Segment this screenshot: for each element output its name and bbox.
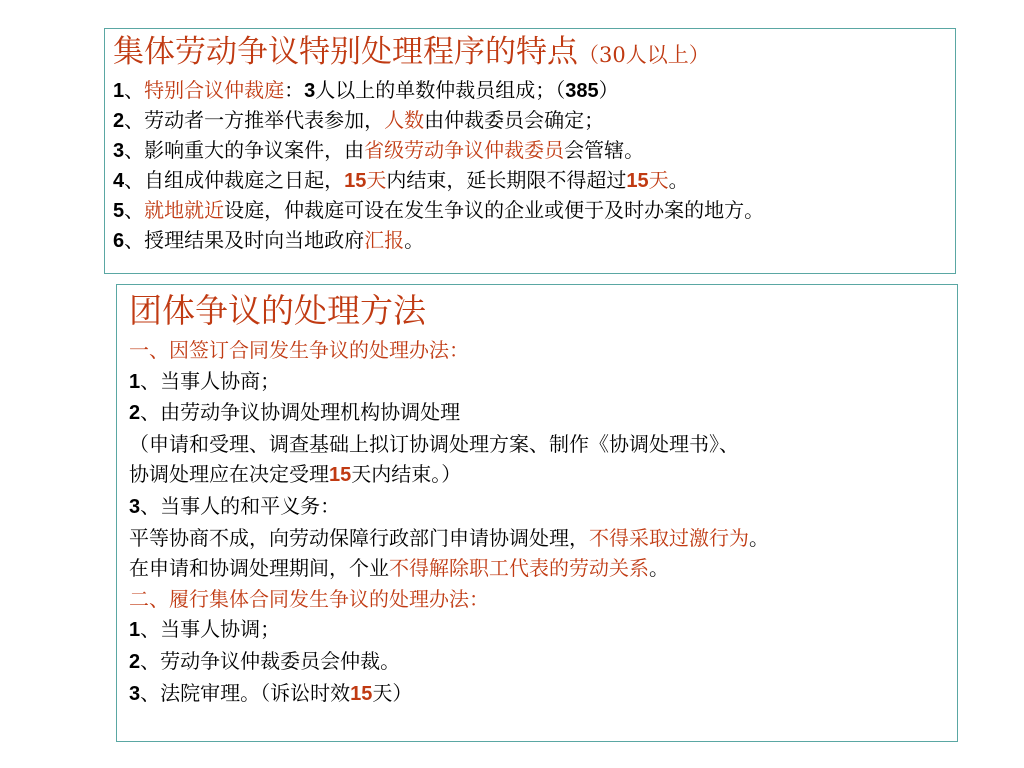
paragraph-line bbox=[129, 459, 945, 491]
item-text: 、由劳动争议协调处理机构协调处理 bbox=[140, 400, 461, 425]
list-item bbox=[113, 76, 947, 106]
highlight-text: 不得采取过激行为 bbox=[589, 525, 749, 550]
list-item bbox=[113, 196, 947, 226]
item-number: 3 bbox=[113, 140, 125, 162]
section-title: 团体争议的处理方法 bbox=[129, 291, 426, 330]
item-number: 3 bbox=[129, 495, 141, 518]
highlight-text: 天 bbox=[648, 168, 669, 192]
item-text: 、自组成仲裁庭之日起， bbox=[124, 168, 345, 192]
list-item bbox=[129, 678, 945, 710]
item-text: 在申请和协调处理期间，个业 bbox=[129, 556, 389, 581]
item-number: 1 bbox=[129, 370, 141, 393]
highlight-text: 省级劳动争议仲裁委员 bbox=[364, 138, 565, 162]
item-text: 。 bbox=[749, 525, 769, 550]
item-number: 5 bbox=[113, 200, 125, 222]
item-text: 、当事人协商； bbox=[140, 368, 281, 393]
item-text: 、当事人的和平义务： bbox=[140, 493, 341, 518]
item-text: 、当事人协调； bbox=[140, 617, 281, 642]
item-number: 3 bbox=[304, 80, 316, 102]
highlight-text: 人数 bbox=[384, 108, 425, 132]
item-text: 设庭，仲裁庭可设在发生争议的企业或便于及时办案的地方。 bbox=[224, 198, 765, 222]
item-text: 协调处理应在决定受理 bbox=[129, 462, 329, 487]
list-item bbox=[129, 366, 945, 398]
highlight-number: 15 bbox=[344, 170, 367, 192]
item-text: 、授理结果及时向当地政府 bbox=[124, 228, 365, 252]
item-text: 会管辖。 bbox=[564, 138, 645, 162]
item-text: 、劳动者一方推举代表参加， bbox=[124, 108, 385, 132]
highlight-text: 就地就近 bbox=[144, 198, 225, 222]
item-number: 385 bbox=[565, 80, 599, 102]
highlight-text: 不得解除职工代表的劳动关系 bbox=[389, 556, 649, 581]
highlight-text: 天 bbox=[366, 168, 387, 192]
item-text: 由仲裁委员会确定； bbox=[424, 108, 605, 132]
item-text: 天） bbox=[372, 680, 413, 705]
highlight-number: 15 bbox=[350, 682, 373, 705]
item-text: 、法院审理。（诉讼时效 bbox=[140, 680, 351, 705]
list-item bbox=[129, 646, 945, 678]
item-number: 3 bbox=[129, 682, 141, 705]
item-text: 、 bbox=[124, 78, 145, 102]
list-item bbox=[113, 136, 947, 166]
paragraph-line bbox=[129, 523, 945, 554]
item-text: 天内结束。） bbox=[351, 462, 462, 487]
title-text: 集体劳动争议特别处理程序的特点 bbox=[113, 34, 578, 70]
list-item bbox=[113, 166, 947, 196]
section-box-collective-dispute-features bbox=[104, 28, 956, 274]
item-text: 。 bbox=[668, 168, 689, 192]
item-text: 。 bbox=[649, 556, 669, 581]
list-item bbox=[129, 614, 945, 646]
item-text: 平等协商不成，向劳动保障行政部门申请协调处理， bbox=[129, 525, 589, 550]
item-text: 人以上的单数仲裁员组成；（ bbox=[315, 78, 566, 102]
highlight-text: 特别合议仲裁庭 bbox=[144, 78, 285, 102]
list-item bbox=[113, 226, 947, 256]
item-number: 4 bbox=[113, 170, 125, 192]
item-number: 2 bbox=[113, 110, 125, 132]
list-item bbox=[113, 106, 947, 136]
paragraph-line bbox=[129, 553, 945, 584]
item-text: 、 bbox=[124, 198, 145, 222]
item-number: 1 bbox=[129, 619, 141, 642]
item-text: 内结束，延长期限不得超过 bbox=[386, 168, 627, 192]
highlight-number: 15 bbox=[626, 170, 649, 192]
highlight-number: 15 bbox=[329, 464, 352, 487]
item-text: ） bbox=[598, 78, 619, 102]
item-number: 2 bbox=[129, 402, 141, 425]
item-text: 、影响重大的争议案件，由 bbox=[124, 138, 365, 162]
subheading: 一、因签订合同发生争议的处理办法： bbox=[129, 338, 469, 362]
section-title bbox=[113, 31, 947, 76]
title-note: （30人以上） bbox=[578, 43, 710, 67]
item-number: 2 bbox=[129, 650, 141, 673]
section-box-group-dispute-methods bbox=[116, 284, 958, 742]
item-number: 6 bbox=[113, 230, 125, 252]
item-text: 。 bbox=[404, 228, 425, 252]
item-text: ： bbox=[284, 78, 305, 102]
subheading: 二、履行集体合同发生争议的处理办法： bbox=[129, 586, 489, 611]
list-item bbox=[129, 397, 945, 429]
item-text: 、劳动争议仲裁委员会仲裁。 bbox=[140, 648, 401, 673]
highlight-text: 汇报 bbox=[364, 228, 405, 252]
list-item bbox=[129, 491, 945, 523]
item-number: 1 bbox=[113, 80, 125, 102]
paragraph-line: （申请和受理、调查基础上拟订协调处理方案、制作《协调处理书》、 bbox=[129, 431, 739, 456]
